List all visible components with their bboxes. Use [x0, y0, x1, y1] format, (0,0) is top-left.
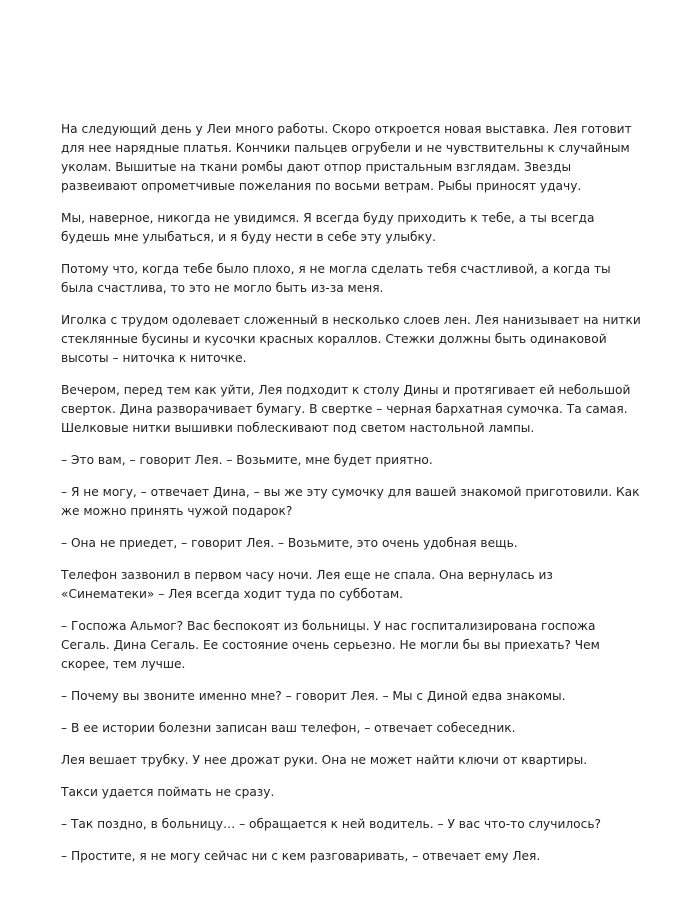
document-body: [61, 120, 641, 879]
paragraph-11: – Почему вы звоните именно мне? – говорит Лея. – Мы с Диной едва знакомы.: [61, 689, 566, 703]
paragraph-9: Телефон зазвонил в первом часу ночи. Лея еще не спала. Она вернулась из «Синематеки» – Лея всегда ходит туда по субботам.: [61, 568, 553, 601]
paragraph-15: – Так поздно, в больницу… – обращается к ней водитель. – У вас что-то случилось?: [61, 817, 601, 831]
paragraph-13: Лея вешает трубку. У нее дрожат руки. Она не может найти ключи от квартиры.: [61, 753, 588, 767]
paragraph-12: – В ее истории болезни записан ваш телефон, – отвечает собеседник.: [61, 721, 516, 735]
paragraph-3: Потому что, когда тебе было плохо, я не могла сделать тебя счастливой, а когда ты была счастлива, то это не могло быть из-за меня.: [61, 262, 611, 295]
paragraph-10: – Госпожа Альмог? Вас беспокоят из больницы. У нас госпитализирована госпожа Сегаль. Дина Сегаль. Ее состояние очень серьезно. Не могли бы вы приехать? Чем скорее, тем лучше.: [61, 619, 600, 671]
paragraph-14: Такси удается поймать не сразу.: [61, 785, 275, 799]
paragraph-1: На следующий день у Леи много работы. Скоро откроется новая выставка. Лея готовит для нее нарядные платья. Кончики пальцев огрубели и не чувствительны к случайным уколам. Вышитые на ткани ромбы дают отпор пристальным взглядам. Звезды развеивают опрометчивые пожелания по восьми ветрам. Рыбы приносят удачу.: [61, 122, 632, 193]
paragraph-5: Вечером, перед тем как уйти, Лея подходит к столу Дины и протягивает ей небольшой сверток. Дина разворачивает бумагу. В свертке – черная бархатная сумочка. Та самая. Шелковые нитки вышивки поблескивают под светом настольной лампы.: [61, 383, 631, 435]
paragraph-7: – Я не могу, – отвечает Дина, – вы же эту сумочку для вашей знакомой приготовили. Как же можно принять чужой подарок?: [61, 485, 640, 518]
paragraph-4: Иголка с трудом одолевает сложенный в несколько слоев лен. Лея нанизывает на нитки стеклянные бусины и кусочки красных кораллов. Стежки должны быть одинаковой высоты – ниточка к ниточке.: [61, 313, 641, 365]
paragraph-6: – Это вам, – говорит Лея. – Возьмите, мне будет приятно.: [61, 453, 433, 467]
paragraph-2: Мы, наверное, никогда не увидимся. Я всегда буду приходить к тебе, а ты всегда будешь мне улыбаться, и я буду нести в себе эту улыбку.: [61, 211, 595, 244]
paragraph-8: – Она не приедет, – говорит Лея. – Возьмите, это очень удобная вещь.: [61, 536, 518, 550]
paragraph-16: – Простите, я не могу сейчас ни с кем разговаривать, – отвечает ему Лея.: [61, 849, 541, 863]
